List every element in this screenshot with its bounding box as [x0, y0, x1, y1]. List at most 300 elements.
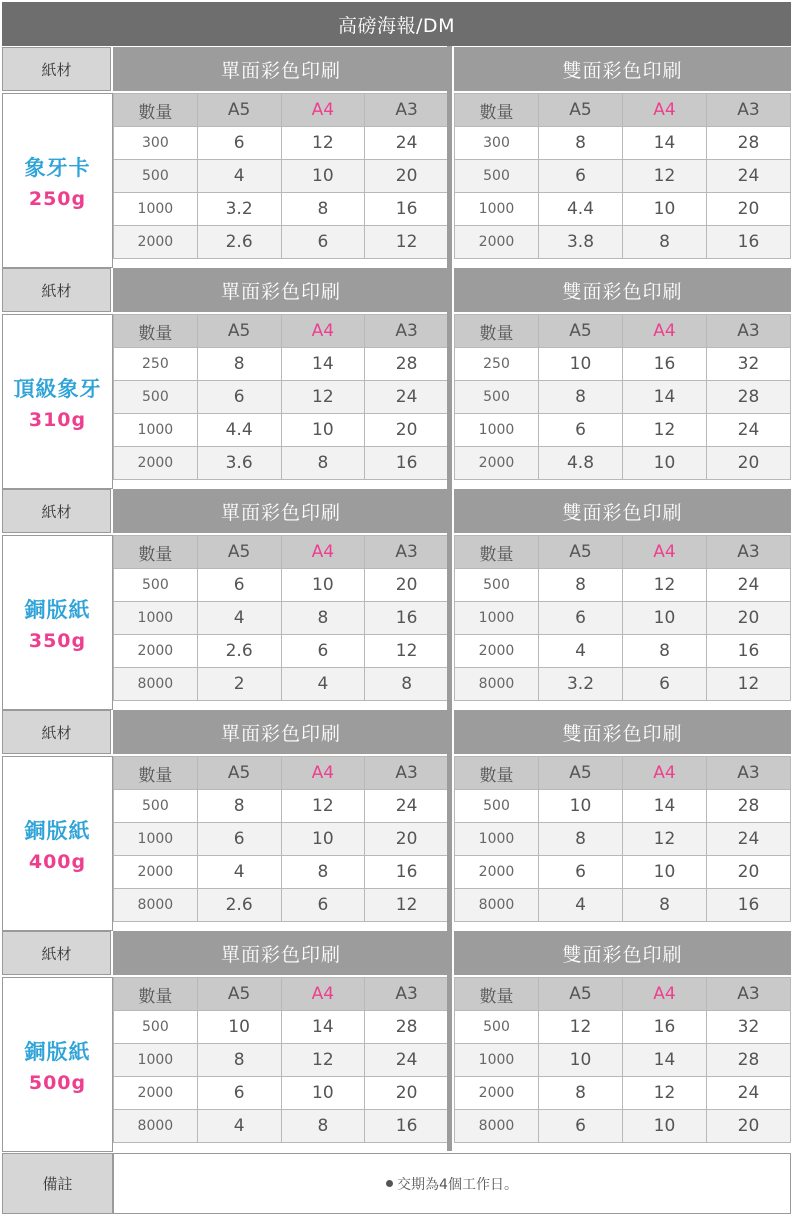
note-content: 交期為4個工作日。 [397, 1176, 518, 1193]
table-row [455, 569, 791, 602]
paper-info [2, 535, 113, 710]
a3-header: A3 [707, 94, 791, 127]
a5-price: 10 [539, 348, 623, 381]
qty-cell: 1000 [455, 193, 539, 226]
qty-cell: 2000 [455, 226, 539, 259]
a3-price: 32 [707, 1011, 791, 1044]
qty-cell: 500 [455, 381, 539, 414]
paper-section [2, 489, 791, 710]
a5-price: 6 [539, 160, 623, 193]
a4-price: 10 [281, 823, 365, 856]
table-header-row [455, 536, 791, 569]
a5-price: 2 [197, 668, 281, 701]
qty-header: 數量 [455, 757, 539, 790]
paper-weight: 400g [28, 850, 87, 873]
note-text [113, 1153, 791, 1214]
single-price-table [113, 535, 449, 701]
table-row [114, 1077, 449, 1110]
table-header-row [114, 978, 449, 1011]
a3-header: A3 [365, 315, 449, 348]
a5-price: 4.4 [197, 414, 281, 447]
qty-cell: 300 [114, 127, 198, 160]
table-row [114, 127, 449, 160]
a3-header: A3 [365, 978, 449, 1011]
paper-weight: 310g [28, 408, 87, 431]
a5-header: A5 [197, 536, 281, 569]
a5-price: 6 [197, 381, 281, 414]
a5-price: 2.6 [197, 889, 281, 922]
table-row [455, 856, 791, 889]
table-row [455, 127, 791, 160]
paper-section [2, 47, 791, 268]
a5-price: 3.2 [539, 668, 623, 701]
section-header [2, 268, 791, 312]
a3-price: 20 [365, 823, 449, 856]
a4-price: 14 [281, 348, 365, 381]
a3-price: 28 [707, 1044, 791, 1077]
a5-price: 8 [197, 348, 281, 381]
a4-header: A4 [623, 94, 707, 127]
a3-header: A3 [365, 757, 449, 790]
qty-header: 數量 [455, 536, 539, 569]
section-header [2, 931, 791, 975]
a4-price: 10 [281, 160, 365, 193]
table-row [114, 348, 449, 381]
double-price-table [454, 93, 791, 259]
qty-cell: 2000 [114, 226, 198, 259]
qty-cell: 8000 [455, 889, 539, 922]
table-row [455, 1011, 791, 1044]
a5-price: 6 [197, 1077, 281, 1110]
table-row [455, 447, 791, 480]
a5-price: 6 [197, 127, 281, 160]
qty-cell: 8000 [114, 1110, 198, 1143]
a4-header: A4 [281, 94, 365, 127]
table-row [114, 193, 449, 226]
a4-price: 8 [623, 226, 707, 259]
a3-price: 32 [707, 348, 791, 381]
a4-price: 8 [623, 635, 707, 668]
paper-weight: 500g [28, 1071, 87, 1094]
a4-price: 8 [281, 1110, 365, 1143]
qty-header: 數量 [114, 94, 198, 127]
table-row [455, 226, 791, 259]
a3-price: 20 [707, 856, 791, 889]
a4-price: 8 [281, 856, 365, 889]
qty-cell: 250 [455, 348, 539, 381]
a4-price: 8 [281, 602, 365, 635]
table-header-row [114, 757, 449, 790]
qty-cell: 250 [114, 348, 198, 381]
paper-info [2, 756, 113, 931]
a5-header: A5 [539, 315, 623, 348]
a4-header: A4 [623, 536, 707, 569]
a4-price: 10 [281, 1077, 365, 1110]
qty-cell: 300 [455, 127, 539, 160]
qty-cell: 2000 [455, 635, 539, 668]
a4-price: 8 [281, 193, 365, 226]
a5-price: 6 [539, 856, 623, 889]
double-side-header: 雙面彩色印刷 [454, 710, 791, 754]
a4-price: 14 [623, 790, 707, 823]
qty-header: 數量 [114, 536, 198, 569]
single-side-header: 單面彩色印刷 [113, 268, 449, 312]
qty-cell: 500 [114, 1011, 198, 1044]
a3-price: 24 [707, 160, 791, 193]
a3-header: A3 [365, 94, 449, 127]
paper-section [2, 710, 791, 931]
a4-price: 16 [623, 1011, 707, 1044]
a5-header: A5 [539, 757, 623, 790]
column-divider [447, 46, 452, 1151]
table-row [455, 635, 791, 668]
qty-header: 數量 [455, 978, 539, 1011]
qty-cell: 8000 [114, 889, 198, 922]
table-row [455, 1044, 791, 1077]
qty-cell: 2000 [455, 856, 539, 889]
qty-cell: 2000 [114, 1077, 198, 1110]
a3-price: 28 [707, 381, 791, 414]
table-row [455, 889, 791, 922]
paper-section [2, 268, 791, 489]
a5-price: 8 [539, 127, 623, 160]
a3-price: 20 [707, 193, 791, 226]
a4-price: 12 [281, 127, 365, 160]
paper-info [2, 93, 113, 268]
a4-price: 14 [281, 1011, 365, 1044]
table-row [455, 668, 791, 701]
a4-header: A4 [623, 757, 707, 790]
qty-header: 數量 [114, 315, 198, 348]
a3-price: 24 [707, 569, 791, 602]
a3-price: 24 [365, 127, 449, 160]
note-row [2, 1153, 791, 1214]
a3-price: 16 [365, 447, 449, 480]
table-header-row [114, 94, 449, 127]
qty-header: 數量 [455, 315, 539, 348]
a5-header: A5 [197, 315, 281, 348]
a4-header: A4 [623, 978, 707, 1011]
table-row [455, 193, 791, 226]
table-row [114, 447, 449, 480]
paper-weight: 250g [28, 187, 87, 210]
a3-price: 16 [707, 226, 791, 259]
a3-price: 20 [365, 414, 449, 447]
a4-price: 10 [623, 856, 707, 889]
qty-cell: 1000 [114, 414, 198, 447]
qty-cell: 1000 [455, 1044, 539, 1077]
a4-price: 12 [281, 1044, 365, 1077]
a4-price: 12 [623, 823, 707, 856]
a3-price: 20 [365, 569, 449, 602]
a3-price: 16 [707, 635, 791, 668]
a3-price: 20 [365, 1077, 449, 1110]
table-row [455, 1077, 791, 1110]
double-price-table [454, 977, 791, 1143]
a5-price: 6 [197, 569, 281, 602]
a4-price: 16 [623, 348, 707, 381]
table-row [455, 348, 791, 381]
paper-info [2, 314, 113, 489]
table-row [114, 381, 449, 414]
a4-price: 10 [281, 569, 365, 602]
qty-cell: 500 [455, 569, 539, 602]
table-row [455, 602, 791, 635]
a3-price: 24 [707, 823, 791, 856]
single-price-table [113, 93, 449, 259]
table-row [114, 635, 449, 668]
table-row [455, 1110, 791, 1143]
a3-price: 28 [365, 348, 449, 381]
paper-info [2, 977, 113, 1152]
a4-price: 12 [281, 790, 365, 823]
double-side-header: 雙面彩色印刷 [454, 268, 791, 312]
qty-cell: 1000 [455, 602, 539, 635]
a3-price: 20 [707, 1110, 791, 1143]
table-header-row [455, 94, 791, 127]
qty-cell: 1000 [455, 414, 539, 447]
paper-section [2, 931, 791, 1152]
a3-header: A3 [365, 536, 449, 569]
qty-header: 數量 [114, 978, 198, 1011]
qty-cell: 8000 [455, 1110, 539, 1143]
table-row [114, 569, 449, 602]
a3-header: A3 [707, 536, 791, 569]
a5-price: 2.6 [197, 226, 281, 259]
a4-price: 10 [623, 602, 707, 635]
double-side-header: 雙面彩色印刷 [454, 489, 791, 533]
a4-price: 12 [623, 160, 707, 193]
paper-label: 紙材 [2, 931, 111, 975]
qty-cell: 2000 [455, 447, 539, 480]
a4-price: 6 [281, 889, 365, 922]
qty-cell: 500 [114, 569, 198, 602]
a5-price: 8 [539, 1077, 623, 1110]
table-row [114, 602, 449, 635]
a5-price: 8 [197, 790, 281, 823]
table-row [114, 1110, 449, 1143]
a3-price: 28 [707, 790, 791, 823]
paper-name: 銅版紙 [24, 1039, 91, 1064]
a5-price: 6 [539, 1110, 623, 1143]
a5-price: 4.8 [539, 447, 623, 480]
a3-price: 24 [707, 414, 791, 447]
table-header-row [455, 315, 791, 348]
qty-cell: 2000 [455, 1077, 539, 1110]
table-row [455, 381, 791, 414]
a5-header: A5 [197, 757, 281, 790]
qty-cell: 1000 [114, 1044, 198, 1077]
a3-header: A3 [707, 757, 791, 790]
table-header-row [114, 536, 449, 569]
page-title: 高磅海報/DM [2, 2, 791, 46]
note-label: 備註 [2, 1153, 113, 1214]
qty-cell: 2000 [114, 635, 198, 668]
paper-label: 紙材 [2, 47, 111, 91]
a5-price: 12 [539, 1011, 623, 1044]
a4-header: A4 [281, 536, 365, 569]
a5-price: 6 [197, 823, 281, 856]
single-side-header: 單面彩色印刷 [113, 47, 449, 91]
a4-price: 8 [623, 889, 707, 922]
a5-price: 3.8 [539, 226, 623, 259]
a4-price: 10 [281, 414, 365, 447]
table-row [114, 856, 449, 889]
a3-price: 24 [707, 1077, 791, 1110]
table-row [114, 1044, 449, 1077]
a5-price: 6 [539, 414, 623, 447]
a3-price: 24 [365, 1044, 449, 1077]
a5-price: 3.6 [197, 447, 281, 480]
a3-price: 8 [365, 668, 449, 701]
a5-header: A5 [197, 978, 281, 1011]
qty-cell: 1000 [114, 193, 198, 226]
a4-price: 6 [623, 668, 707, 701]
a3-price: 12 [365, 635, 449, 668]
paper-label: 紙材 [2, 489, 111, 533]
qty-cell: 1000 [114, 602, 198, 635]
a3-price: 16 [365, 193, 449, 226]
qty-cell: 8000 [455, 668, 539, 701]
a5-price: 8 [539, 823, 623, 856]
a4-header: A4 [281, 315, 365, 348]
a4-price: 4 [281, 668, 365, 701]
a4-price: 6 [281, 226, 365, 259]
double-price-table [454, 756, 791, 922]
table-row [455, 823, 791, 856]
table-row [114, 160, 449, 193]
paper-name: 銅版紙 [24, 597, 91, 622]
qty-cell: 1000 [114, 823, 198, 856]
table-row [455, 160, 791, 193]
paper-weight: 350g [28, 629, 87, 652]
table-row [455, 414, 791, 447]
a3-price: 24 [365, 381, 449, 414]
a5-price: 4 [197, 160, 281, 193]
qty-header: 數量 [114, 757, 198, 790]
a5-header: A5 [539, 536, 623, 569]
qty-cell: 500 [114, 381, 198, 414]
qty-header: 數量 [455, 94, 539, 127]
a4-price: 14 [623, 381, 707, 414]
a3-price: 16 [365, 602, 449, 635]
a3-price: 16 [365, 1110, 449, 1143]
a4-price: 10 [623, 193, 707, 226]
a5-price: 8 [539, 381, 623, 414]
a4-price: 14 [623, 127, 707, 160]
a4-header: A4 [281, 978, 365, 1011]
double-side-header: 雙面彩色印刷 [454, 931, 791, 975]
a4-price: 10 [623, 1110, 707, 1143]
table-row [455, 790, 791, 823]
double-price-table [454, 314, 791, 480]
a3-price: 20 [365, 160, 449, 193]
a4-header: A4 [623, 315, 707, 348]
table-row [114, 414, 449, 447]
section-header [2, 710, 791, 754]
a3-price: 24 [365, 790, 449, 823]
a4-price: 12 [623, 1077, 707, 1110]
a4-price: 8 [281, 447, 365, 480]
table-header-row [455, 978, 791, 1011]
a5-price: 4 [197, 856, 281, 889]
a4-price: 14 [623, 1044, 707, 1077]
a3-price: 12 [365, 889, 449, 922]
paper-label: 紙材 [2, 710, 111, 754]
a3-price: 28 [365, 1011, 449, 1044]
double-price-table [454, 535, 791, 701]
a5-price: 4 [197, 602, 281, 635]
a5-price: 6 [539, 602, 623, 635]
a3-header: A3 [707, 315, 791, 348]
single-price-table [113, 756, 449, 922]
single-side-header: 單面彩色印刷 [113, 931, 449, 975]
paper-name: 銅版紙 [24, 818, 91, 843]
a3-price: 12 [707, 668, 791, 701]
table-row [114, 1011, 449, 1044]
a3-price: 16 [365, 856, 449, 889]
a3-header: A3 [707, 978, 791, 1011]
table-row [114, 790, 449, 823]
a5-header: A5 [539, 94, 623, 127]
a4-price: 12 [623, 414, 707, 447]
qty-cell: 500 [114, 790, 198, 823]
paper-name: 象牙卡 [24, 155, 91, 180]
qty-cell: 500 [455, 160, 539, 193]
a4-price: 6 [281, 635, 365, 668]
qty-cell: 1000 [455, 823, 539, 856]
a5-header: A5 [539, 978, 623, 1011]
table-row [114, 823, 449, 856]
a3-price: 16 [707, 889, 791, 922]
a5-price: 3.2 [197, 193, 281, 226]
double-side-header: 雙面彩色印刷 [454, 47, 791, 91]
a5-price: 10 [197, 1011, 281, 1044]
a4-header: A4 [281, 757, 365, 790]
a3-price: 20 [707, 447, 791, 480]
a5-header: A5 [197, 94, 281, 127]
a4-price: 12 [281, 381, 365, 414]
single-side-header: 單面彩色印刷 [113, 489, 449, 533]
table-row [114, 226, 449, 259]
a5-price: 4 [539, 635, 623, 668]
a5-price: 10 [539, 1044, 623, 1077]
a3-price: 20 [707, 602, 791, 635]
a5-price: 10 [539, 790, 623, 823]
a5-price: 4 [539, 889, 623, 922]
qty-cell: 500 [114, 160, 198, 193]
qty-cell: 2000 [114, 447, 198, 480]
single-side-header: 單面彩色印刷 [113, 710, 449, 754]
a5-price: 8 [197, 1044, 281, 1077]
a3-price: 28 [707, 127, 791, 160]
a5-price: 2.6 [197, 635, 281, 668]
paper-name: 頂級象牙 [13, 376, 102, 401]
table-row [114, 889, 449, 922]
qty-cell: 500 [455, 790, 539, 823]
a5-price: 4 [197, 1110, 281, 1143]
qty-cell: 8000 [114, 668, 198, 701]
a5-price: 4.4 [539, 193, 623, 226]
section-header [2, 47, 791, 91]
a5-price: 8 [539, 569, 623, 602]
a4-price: 12 [623, 569, 707, 602]
table-header-row [455, 757, 791, 790]
qty-cell: 500 [455, 1011, 539, 1044]
section-header [2, 489, 791, 533]
single-price-table [113, 977, 449, 1143]
qty-cell: 2000 [114, 856, 198, 889]
